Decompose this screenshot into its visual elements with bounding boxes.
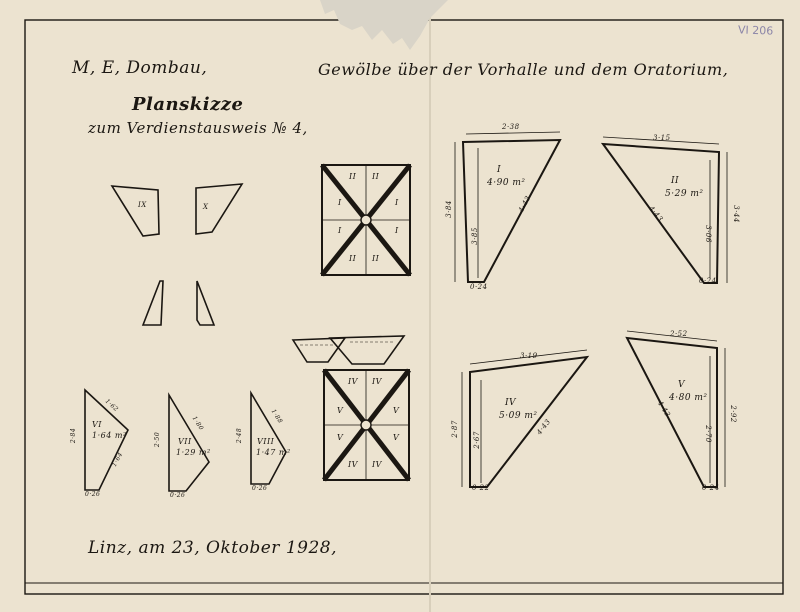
triangle-I-area: 4·90 m² [487,178,526,188]
dim-label: 0·22 [472,484,490,492]
dim-label: 3·44 [731,205,740,223]
triangle-VIII-area: 1·47 m² [256,448,291,457]
vault-label: IV [348,377,358,386]
vault-label: V [393,406,400,415]
place-date: Linz, am 23, Oktober 1928, [88,538,337,558]
vault-label: IV [372,377,382,386]
dim-label: 0·24 [470,283,488,291]
dim-label: 2·48 [236,427,244,444]
triangle-X-label: X [203,203,209,211]
dim-label: 1·62 [103,397,120,414]
vault-label: I [395,198,399,207]
triangle-IV-label: IV [505,398,517,408]
dim-label: 1·64 [110,451,125,468]
vault-title: Gewölbe über der Vorhalle und dem Oratorium, [318,60,729,79]
vault-label: I [338,226,342,235]
dim-label: 2·84 [70,427,78,444]
dim-label: 1·88 [269,408,284,425]
triangle-IV-area: 5·09 m² [499,411,538,421]
vault-label: V [337,406,344,415]
dim-label: 3·84 [444,200,453,218]
triangle-V [627,338,717,487]
dim-label: 2·92 [728,405,737,423]
dim-label: 2·38 [502,123,520,131]
dim-label: 1·80 [190,415,205,432]
triangle-small-left [143,281,163,325]
triangle-VI-label: VI [92,420,102,429]
torn-edge [320,0,448,50]
dim-label: 0·24 [699,277,717,285]
vault-label: II [372,172,380,181]
dim-label: 2·67 [472,431,481,449]
triangle-IX [112,186,159,236]
section-sketch [293,336,404,364]
triangle-VII-label: VII [178,437,192,446]
triangle-V-label: V [678,380,685,390]
dim-label: 3·85 [470,227,479,245]
vault-label: IV [372,460,382,469]
dim-label: 0·26 [85,491,101,498]
dim-label: 2·50 [154,431,162,448]
vault-label: II [349,254,357,263]
dim-label: 3·15 [653,134,671,142]
triangle-II-area: 5·29 m² [665,189,704,199]
dim-label: 2·52 [670,330,688,338]
triangle-I [463,140,560,282]
triangle-I-label: I [497,165,502,175]
triangle-VII-area: 1·29 m² [176,448,211,457]
dim-label: 2·87 [450,420,459,438]
dim-label: 0·24 [702,484,720,492]
vault-plan-upper [322,165,410,275]
vault-label: V [337,433,344,442]
dim-label: 3·19 [520,352,538,360]
vault-label: V [393,433,400,442]
dim-label: 3·06 [703,225,712,243]
dim-label: 0·26 [170,492,186,499]
vault-label: II [349,172,357,181]
author-label: M, E, Dombau, [72,58,208,78]
triangle-small-right [197,281,214,325]
dim-label: 0·26 [252,485,268,492]
triangle-IV [470,357,587,487]
triangle-VIII-label: VIII [257,437,275,446]
dim-label: 4·43 [517,194,533,214]
triangle-V-area: 4·80 m² [669,393,708,403]
vault-label: IV [348,460,358,469]
vault-label: I [338,198,342,207]
vault-label: I [395,226,399,235]
dim-label: 4·43 [647,204,665,224]
dim-label: 4·43 [655,399,672,419]
triangle-IX-label: IX [138,201,147,209]
triangle-II-label: II [671,176,680,186]
archive-number: VI 206 [737,23,774,38]
plan-title: Planskizze [132,94,244,115]
plan-subtitle: zum Verdienstausweis № 4, [88,119,308,137]
dim-label: 4·43 [535,417,553,437]
triangle-VI-area: 1·64 m² [92,431,127,440]
dim-label: 2·70 [703,425,712,443]
vault-label: II [372,254,380,263]
vault-plan-lower [324,370,409,480]
